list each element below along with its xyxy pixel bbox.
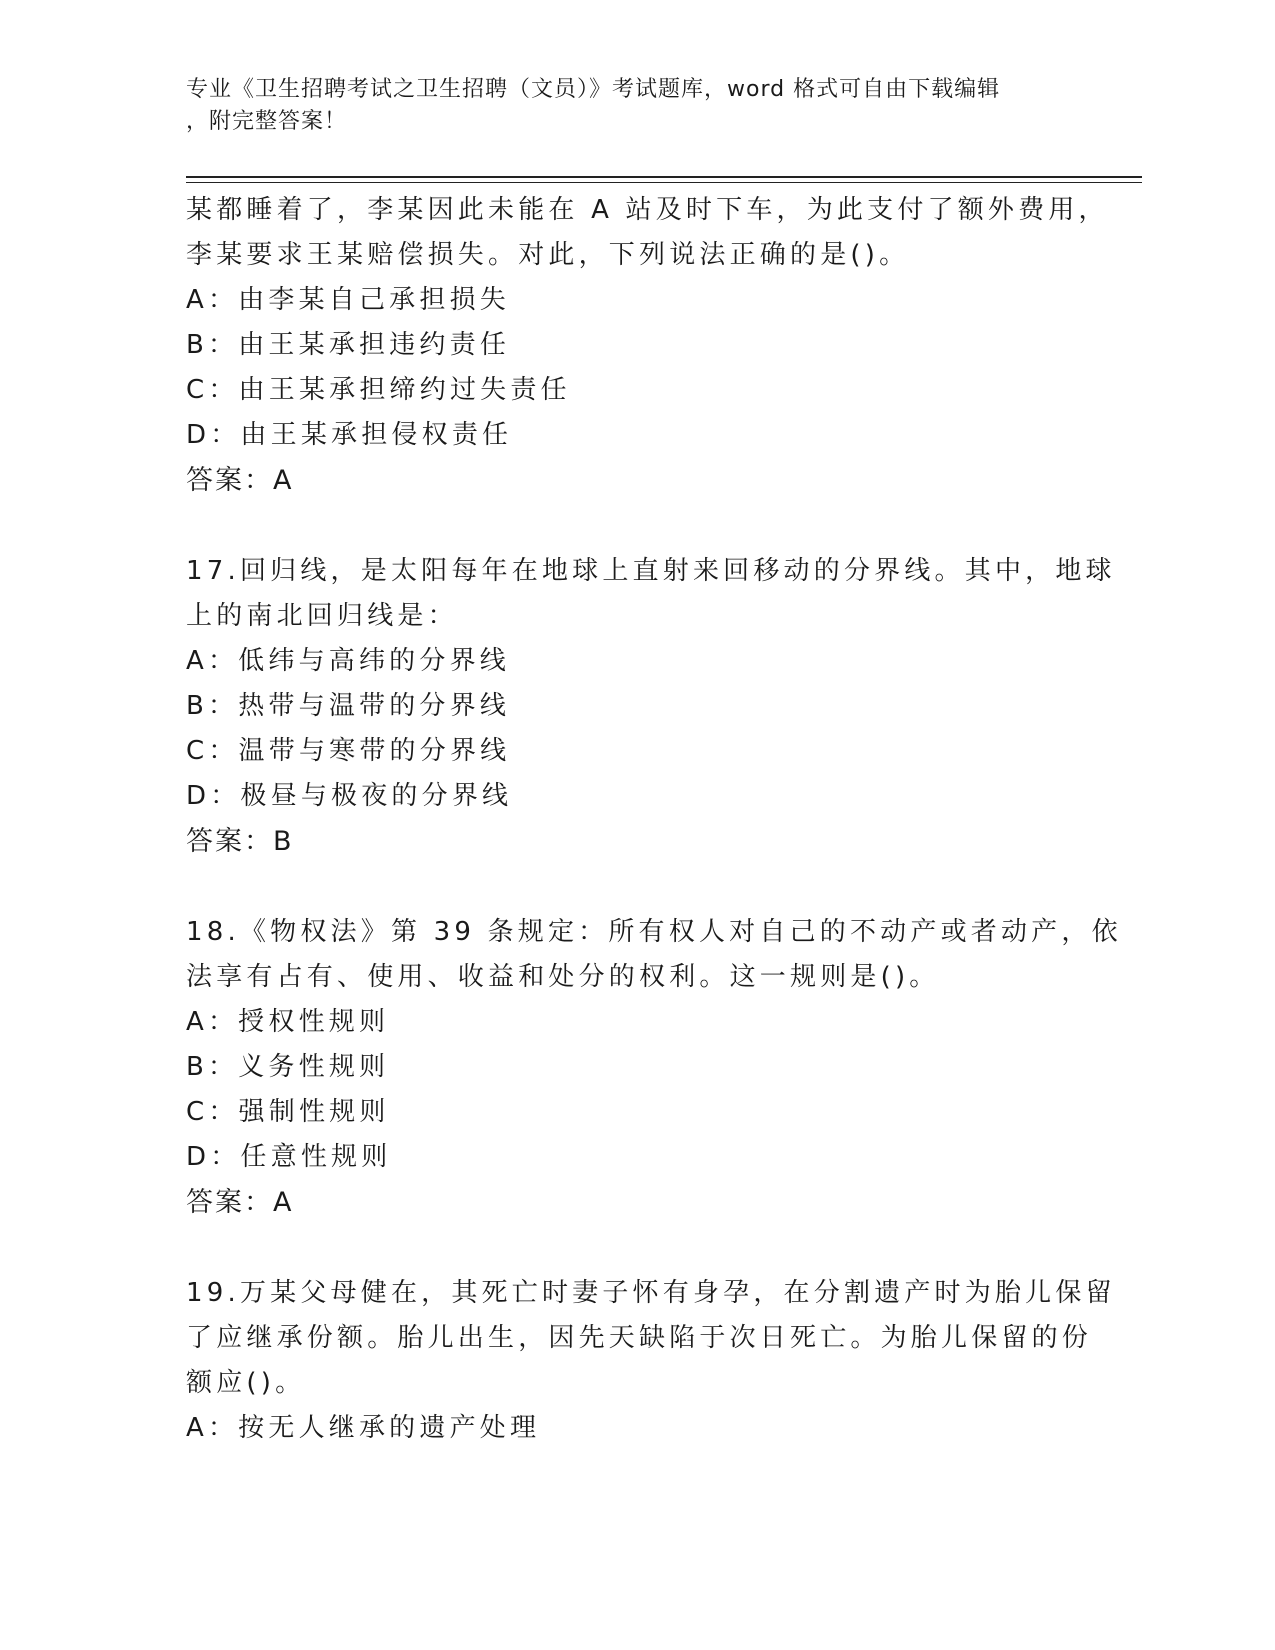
question-stem-line: 18.《物权法》第 39 条规定：所有权人对自己的不动产或者动产，依 — [186, 917, 1122, 947]
answer: 答案：B — [186, 826, 294, 857]
question-stem-line: 某都睡着了，李某因此未能在 A 站及时下车，为此支付了额外费用， — [186, 195, 1109, 225]
question-stem-line: 法享有占有、使用、收益和处分的权利。这一规则是()。 — [186, 962, 940, 992]
question-stem-line: 上的南北回归线是： — [186, 601, 458, 631]
header-rule-thick — [186, 176, 1142, 178]
option-c: C：强制性规则 — [186, 1097, 390, 1127]
question-stem-line: 额应()。 — [186, 1368, 306, 1398]
header-line-2: ，附完整答案！ — [186, 109, 348, 134]
option-d: D：任意性规则 — [186, 1142, 392, 1172]
answer: 答案：A — [186, 1187, 294, 1218]
option-c: C：由王某承担缔约过失责任 — [186, 375, 571, 405]
question-17 — [186, 549, 1116, 864]
option-a: A：授权性规则 — [186, 1007, 390, 1037]
question-stem-line: 17.回归线，是太阳每年在地球上直射来回移动的分界线。其中，地球 — [186, 556, 1116, 586]
answer: 答案：A — [186, 465, 294, 496]
option-d: D：极昼与极夜的分界线 — [186, 781, 513, 811]
option-d: D：由王某承担侵权责任 — [186, 420, 513, 450]
question-18 — [186, 910, 1122, 1225]
option-b: B：义务性规则 — [186, 1052, 390, 1082]
option-b: B：热带与温带的分界线 — [186, 691, 511, 721]
option-a: A：由李某自己承担损失 — [186, 285, 510, 315]
option-a: A：按无人继承的遗产处理 — [186, 1413, 541, 1443]
question-16 — [186, 188, 1109, 503]
option-a: A：低纬与高纬的分界线 — [186, 646, 510, 676]
document-header — [186, 74, 1066, 138]
header-line-1: 专业《卫生招聘考试之卫生招聘（文员）》考试题库，word 格式可自由下载编辑 — [186, 77, 1001, 102]
question-stem-line: 了应继承份额。胎儿出生，因先天缺陷于次日死亡。为胎儿保留的份 — [186, 1323, 1093, 1353]
question-stem-line: 19.万某父母健在，其死亡时妻子怀有身孕，在分割遗产时为胎儿保留 — [186, 1278, 1116, 1308]
header-rule-thin — [186, 182, 1142, 183]
option-c: C：温带与寒带的分界线 — [186, 736, 511, 766]
option-b: B：由王某承担违约责任 — [186, 330, 511, 360]
question-19 — [186, 1271, 1116, 1451]
question-stem-line: 李某要求王某赔偿损失。对此，下列说法正确的是()。 — [186, 240, 910, 270]
question-content — [186, 188, 1122, 1451]
